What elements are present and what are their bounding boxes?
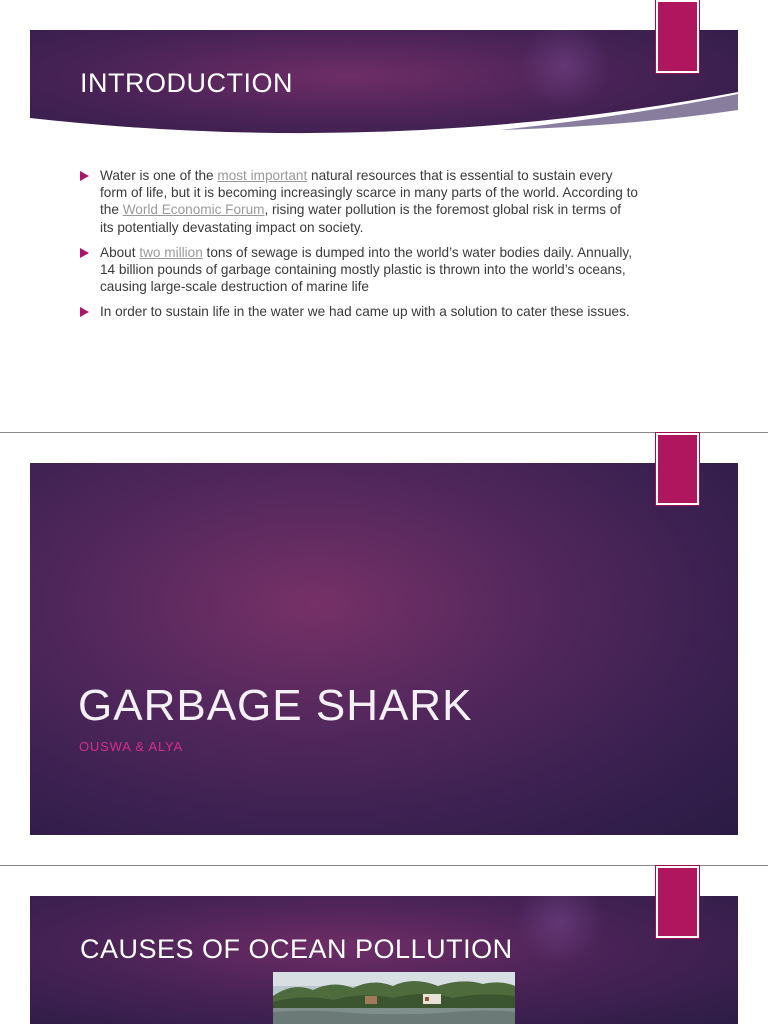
text-run: tons of sewage is dumped into the world’s water bodies daily. Annually, 14 billion pounds of garbage containing mostly plastic is thrown into the world’s oceans, causing large-scale destruction of marine life bbox=[100, 244, 632, 295]
presentation-title: GARBAGE SHARK bbox=[78, 681, 473, 730]
polluted-river-photo bbox=[273, 972, 515, 1024]
link-world-economic-forum[interactable]: World Economic Forum bbox=[122, 202, 265, 218]
link-most-important[interactable]: most important bbox=[217, 168, 308, 183]
bullet-text bbox=[100, 244, 638, 296]
banner-glow bbox=[515, 896, 605, 966]
triangle-bullet-icon bbox=[80, 307, 89, 317]
text-run: , rising water pollution is the foremost global risk in terms of its potentially devastating impact on society. bbox=[100, 202, 622, 235]
text-run: About bbox=[100, 244, 140, 260]
triangle-bullet-icon bbox=[80, 171, 89, 181]
slide-title-banner bbox=[30, 30, 738, 145]
text-run: In order to sustain life in the water we had came up with a solution to cater these issues. bbox=[100, 304, 630, 320]
bullet-text bbox=[100, 303, 638, 320]
triangle-bullet-icon bbox=[80, 248, 89, 258]
accent-tab bbox=[656, 0, 699, 73]
slide-divider bbox=[0, 432, 768, 433]
bullet-list bbox=[78, 167, 638, 329]
slide-divider bbox=[0, 865, 768, 866]
bullet-item bbox=[78, 167, 638, 236]
bullet-item bbox=[78, 244, 638, 296]
bullet-item bbox=[78, 303, 638, 320]
text-run: natural resources that is essential to sustain every form of life, but it is becoming increasingly scarce in many parts of the world. According to the bbox=[100, 168, 638, 218]
slide-title: CAUSES OF OCEAN POLLUTION bbox=[80, 934, 513, 964]
bullet-text bbox=[100, 167, 638, 236]
accent-tab bbox=[656, 866, 699, 938]
accent-tab bbox=[656, 433, 699, 505]
text-run: Water is one of the bbox=[100, 168, 218, 183]
title-slide-background bbox=[30, 463, 738, 835]
link-two-million[interactable]: two million bbox=[139, 244, 203, 260]
presentation-authors: OUSWA & ALYA bbox=[79, 739, 184, 754]
slide-title: INTRODUCTION bbox=[80, 68, 293, 98]
